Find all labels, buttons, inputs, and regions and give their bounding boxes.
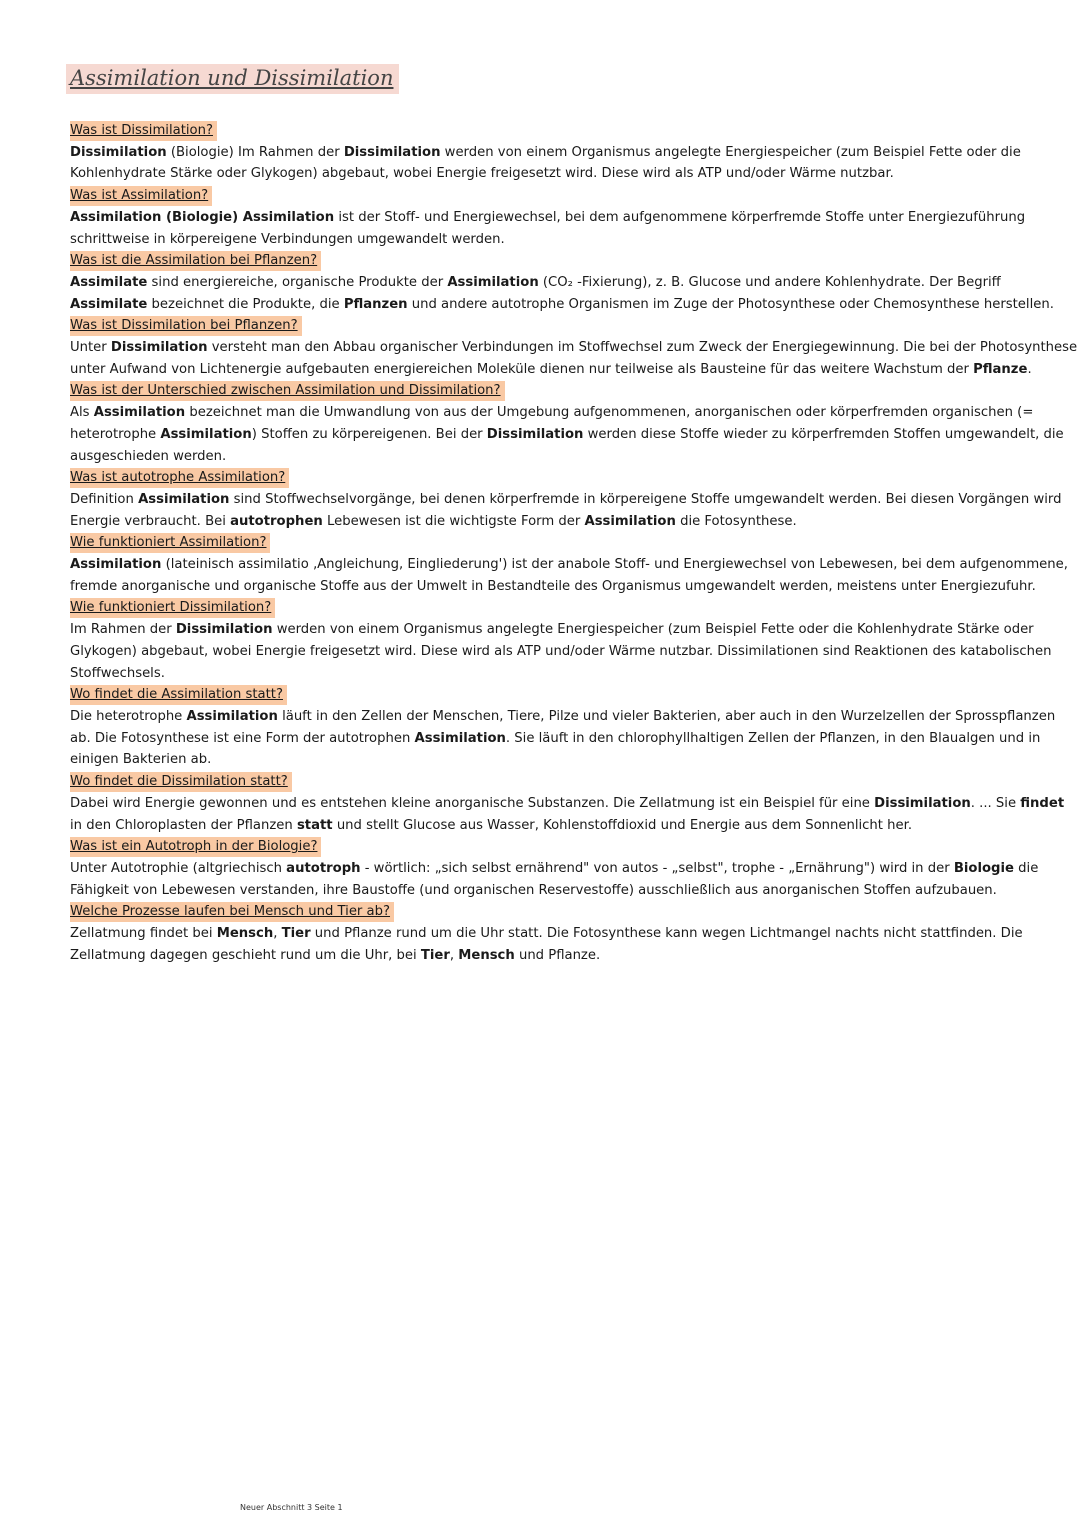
answer-keyword: Assimilation: [447, 274, 539, 290]
question-heading: Was ist die Assimilation bei Pflanzen?: [70, 251, 321, 271]
answer-keyword: Assimilation (Biologie) Assimilation: [70, 209, 335, 225]
answer-keyword: Assimilate: [70, 274, 148, 290]
answer-segment: (CO₂ -Fixierung), z. B. Glucose und andere Kohlenhydrate. Der Begriff: [538, 274, 1001, 290]
qa-list: [70, 120, 1078, 966]
answer-keyword: Biologie: [953, 860, 1014, 876]
answer-segment: bezeichnet man die Umwandlung von aus der Umgebung aufgenommenen, anorganischen oder körperfremden organischen (= heterotrophe: [70, 405, 1034, 442]
qa-section: [70, 380, 1078, 467]
question-heading: Was ist der Unterschied zwischen Assimilation und Dissimilation?: [70, 381, 505, 401]
question-heading: Was ist autotrophe Assimilation?: [70, 468, 289, 488]
question-heading: Was ist Dissimilation?: [70, 121, 217, 141]
answer-text: [70, 706, 1078, 771]
answer-segment: Als: [70, 405, 94, 421]
question-heading: Wo findet die Dissimilation statt?: [70, 772, 292, 792]
answer-text: [70, 337, 1078, 380]
answer-text: [70, 923, 1078, 966]
answer-segment: - wörtlich: „sich selbst ernährend" von autos - „selbst", trophe - „Ernährung") wird in der: [360, 860, 954, 876]
answer-keyword: Dissimilation: [70, 144, 167, 160]
answer-keyword: Pflanze: [973, 361, 1028, 377]
page-footer: Neuer Abschnitt 3 Seite 1: [240, 1503, 343, 1512]
question-heading: Wie funktioniert Assimilation?: [70, 533, 270, 553]
answer-keyword: Assimilation: [186, 708, 278, 724]
qa-section: [70, 597, 1078, 684]
question-heading: Welche Prozesse laufen bei Mensch und Tier ab?: [70, 902, 394, 922]
answer-keyword: Assimilation: [584, 513, 676, 529]
answer-segment: ,: [273, 926, 282, 942]
answer-text: [70, 207, 1078, 250]
answer-text: [70, 554, 1078, 597]
page-title: Assimilation und Dissimilation: [66, 64, 399, 94]
answer-keyword: Dissimilation: [110, 340, 208, 356]
answer-segment: werden von einem Organismus angelegte Energiespeicher (zum Beispiel Fette oder die Kohlenhydrate Stärke oder Glykogen) abgebaut, wobei Energie freigesetzt wird. Diese wird als ATP und/oder Wärme nutzbar. Dissimilationen sind Reaktionen des katabolischen Stoffwechsels.: [70, 622, 1052, 681]
answer-text: [70, 272, 1078, 315]
answer-segment: Lebewesen ist die wichtigste Form der: [322, 513, 585, 529]
answer-segment: werden diese Stoffe wieder zu körperfremden Stoffen umgewandelt, die ausgeschieden werden.: [70, 426, 1064, 464]
answer-segment: Unter Autotrophie (altgriechisch: [70, 860, 287, 876]
answer-text: [70, 402, 1078, 467]
qa-section: [70, 901, 1078, 966]
answer-text: [70, 858, 1078, 901]
answer-keyword: Assimilation: [70, 557, 162, 573]
answer-segment: Die heterotrophe: [70, 708, 187, 724]
question-heading: Was ist Dissimilation bei Pflanzen?: [70, 316, 302, 336]
answer-segment: Im Rahmen der: [70, 622, 176, 638]
question-heading: Wo findet die Assimilation statt?: [70, 685, 287, 705]
answer-segment: Definition: [70, 491, 139, 507]
answer-segment: läuft in den Zellen der Menschen, Tiere, Pilze und vieler Bakterien, aber auch in den Wurzelzellen der Sprosspflanzen ab. Die Fotosynthese ist eine Form der autotrophen: [70, 708, 1056, 746]
qa-section: [70, 684, 1078, 771]
answer-keyword: Tier: [281, 926, 311, 942]
answer-keyword: Dissimilation: [486, 426, 584, 442]
qa-section: [70, 771, 1078, 836]
answer-text: [70, 142, 1078, 185]
answer-segment: und Pflanze.: [514, 947, 601, 963]
answer-segment: . ... Sie: [970, 795, 1021, 811]
answer-segment: sind energiereiche, organische Produkte der: [147, 274, 448, 290]
answer-text: [70, 793, 1078, 836]
answer-segment: und Pflanze rund um die Uhr statt. Die Fotosynthese kann wegen Lichtmangel nachts nicht stattfinden. Die Zellatmung dagegen geschieht rund um die Uhr, bei: [70, 926, 1023, 963]
answer-keyword: Dissimilation: [175, 622, 273, 638]
answer-segment: Dabei wird Energie gewonnen und es entstehen kleine anorganische Substanzen. Die Zellatmung ist ein Beispiel für eine: [70, 795, 875, 811]
qa-section: [70, 250, 1078, 315]
answer-keyword: Mensch: [216, 926, 274, 942]
answer-segment: ,: [449, 947, 459, 963]
answer-segment: .: [1027, 361, 1032, 377]
answer-segment: und andere autotrophe Organismen im Zuge der Photosynthese oder Chemosynthese herstellen.: [407, 296, 1054, 312]
answer-text: [70, 619, 1078, 684]
answer-segment: die Fotosynthese.: [675, 513, 797, 529]
answer-segment: bezeichnet die Produkte, die: [147, 296, 344, 312]
answer-text: [70, 489, 1078, 532]
question-heading: Was ist Assimilation?: [70, 186, 212, 206]
answer-segment: ) Stoffen zu körpereigenen. Bei der: [251, 426, 487, 442]
answer-segment: sind Stoffwechselvorgänge, bei denen körperfremde in körpereigene Stoffe umgewandelt werden. Bei diesen Vorgängen wird Energie verbraucht. Bei: [70, 491, 1062, 529]
answer-keyword: autotrophen: [230, 513, 323, 529]
answer-keyword: Dissimilation: [343, 144, 441, 160]
answer-segment: . Sie läuft in den chlorophyllhaltigen Zellen der Pflanzen, in den Blaualgen und in einigen Bakterien ab.: [70, 730, 1041, 768]
qa-section: [70, 836, 1078, 901]
qa-section: [70, 315, 1078, 380]
qa-section: [70, 532, 1078, 597]
answer-segment: die Fähigkeit von Lebewesen verstanden, ihre Baustoffe (und organischen Reservestoffe) ausschließlich aus anorganischen Stoffen aufzubauen.: [70, 860, 1039, 898]
answer-keyword: autotroph: [286, 860, 361, 876]
qa-section: [70, 467, 1078, 532]
answer-keyword: Assimilate: [70, 296, 148, 312]
answer-segment: und stellt Glucose aus Wasser, Kohlenstoffdioxid und Energie aus dem Sonnenlicht her.: [332, 817, 913, 833]
answer-segment: (lateinisch assimilatio ‚Angleichung, Eingliederung') ist der anabole Stoff- und Energiewechsel von Lebewesen, bei dem aufgenommene, fremde anorganische und organische Stoffe aus der Umwelt in Bestandteile des Organismus umgewandelt werden, meistens unter Energiezufuhr.: [70, 557, 1068, 594]
answer-segment: in den Chloroplasten der Pflanzen: [70, 817, 297, 833]
qa-section: [70, 185, 1078, 250]
question-heading: Wie funktioniert Dissimilation?: [70, 598, 275, 618]
answer-keyword: Assimilation: [93, 405, 186, 421]
answer-segment: Unter: [70, 340, 111, 356]
question-heading: Was ist ein Autotroph in der Biologie?: [70, 837, 321, 857]
answer-keyword: Mensch: [458, 947, 515, 963]
qa-section: [70, 120, 1078, 185]
answer-keyword: Assimilation: [138, 491, 230, 507]
answer-keyword: findet: [1020, 795, 1065, 811]
answer-segment: (Biologie) Im Rahmen der: [166, 144, 344, 160]
answer-segment: werden von einem Organismus angelegte Energiespeicher (zum Beispiel Fette oder die Kohlenhydrate Stärke oder Glykogen) abgebaut, wobei Energie freigesetzt wird. Diese wird als ATP und/oder Wärme nutzbar.: [70, 144, 1021, 182]
answer-keyword: Assimilation: [414, 730, 506, 746]
answer-keyword: Pflanzen: [343, 296, 408, 312]
answer-keyword: statt: [296, 817, 333, 833]
answer-segment: ist der Stoff- und Energiewechsel, bei dem aufgenommene körperfremde Stoffe unter Energiezuführung schrittweise in körpereigene Verbindungen umgewandelt werden.: [70, 209, 1026, 247]
answer-keyword: Tier: [420, 947, 450, 963]
answer-segment: versteht man den Abbau organischer Verbindungen im Stoffwechsel zum Zweck der Energiegewinnung. Die bei der Photosynthese unter Aufwand von Lichtenergie aufgebauten energiereichen Moleküle dienen nur teilweise als Bausteine für das weitere Wachstum der: [70, 340, 1078, 377]
answer-keyword: Assimilation: [160, 426, 252, 442]
answer-keyword: Dissimilation: [874, 795, 971, 811]
answer-segment: Zellatmung findet bei: [70, 926, 217, 942]
